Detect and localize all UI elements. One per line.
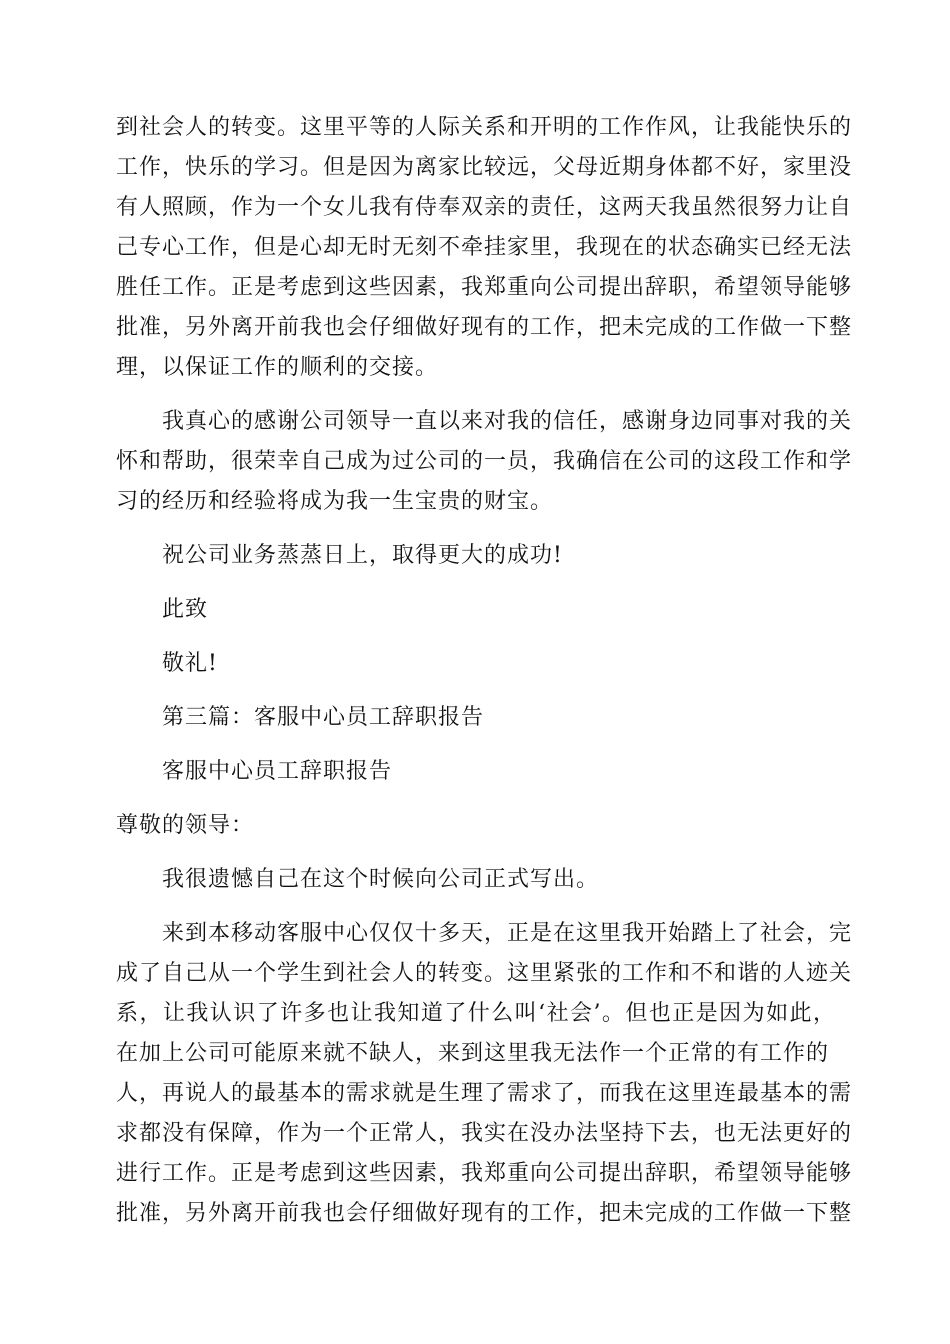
- text-line: 进行工作。正是考虑到这些因素，我郑重向公司提出辞职，希望领导能够: [116, 1161, 853, 1186]
- section-heading: 第三篇：客服中心员工辞职报告: [162, 705, 485, 730]
- text-line: 求都没有保障，作为一个正常人，我实在没办法坚持下去，也无法更好的: [116, 1121, 853, 1146]
- text-line: 我真心的感谢公司领导一直以来对我的信任，感谢身边同事对我的关: [162, 409, 853, 434]
- text-line: 系，让我认识了许多也让我知道了什么叫‘社会’。但也正是因为如此，: [116, 1001, 836, 1026]
- text-line: 工作，快乐的学习。但是因为离家比较远，父母近期身体都不好，家里没: [116, 155, 853, 180]
- text-line: 胜任工作。正是考虑到这些因素，我郑重向公司提出辞职，希望领导能够: [116, 275, 853, 300]
- text-line: 成了自己从一个学生到社会人的转变。这里紧张的工作和不和谐的人迹关: [116, 961, 853, 986]
- text-line: 来到本移动客服中心仅仅十多天，正是在这里我开始踏上了社会，完: [162, 921, 853, 946]
- text-line: 人，再说人的最基本的需求就是生理了需求了，而我在这里连最基本的需: [116, 1081, 853, 1106]
- paragraph-thanks: [116, 402, 853, 522]
- text-line: 批准，另外离开前我也会仔细做好现有的工作，把未完成的工作做一下整: [116, 315, 853, 340]
- text-line: 批准，另外离开前我也会仔细做好现有的工作，把未完成的工作做一下整: [116, 1201, 853, 1226]
- paragraph-regret: 我很遗憾自己在这个时候向公司正式写出。: [162, 867, 600, 892]
- report-title: 客服中心员工辞职报告: [162, 759, 393, 784]
- text-line: 有人照顾，作为一个女儿我有侍奉双亲的责任，这两天我虽然很努力让自: [116, 195, 853, 220]
- text-line: 己专心工作，但是心却无时无刻不牵挂家里，我现在的状态确实已经无法: [116, 235, 853, 260]
- closing-cizhi: 此致: [162, 597, 209, 622]
- paragraph-continuation: [116, 108, 853, 388]
- text-line: 习的经历和经验将成为我一生宝贵的财宝。: [116, 489, 554, 514]
- closing-jingli: 敬礼!: [162, 651, 218, 676]
- closing-wish: 祝公司业务蒸蒸日上，取得更大的成功!: [162, 543, 563, 568]
- text-line: 到社会人的转变。这里平等的人际关系和开明的工作作风，让我能快乐的: [116, 115, 853, 140]
- text-line: 理，以保证工作的顺利的交接。: [116, 355, 439, 380]
- text-line: 怀和帮助，很荣幸自己成为过公司的一员，我确信在公司的这段工作和学: [116, 449, 853, 474]
- paragraph-reason: [116, 914, 853, 1234]
- document-page: [116, 108, 853, 1234]
- salutation: 尊敬的领导：: [116, 813, 255, 838]
- text-line: 在加上公司可能原来就不缺人，来到这里我无法作一个正常的有工作的: [116, 1041, 830, 1066]
